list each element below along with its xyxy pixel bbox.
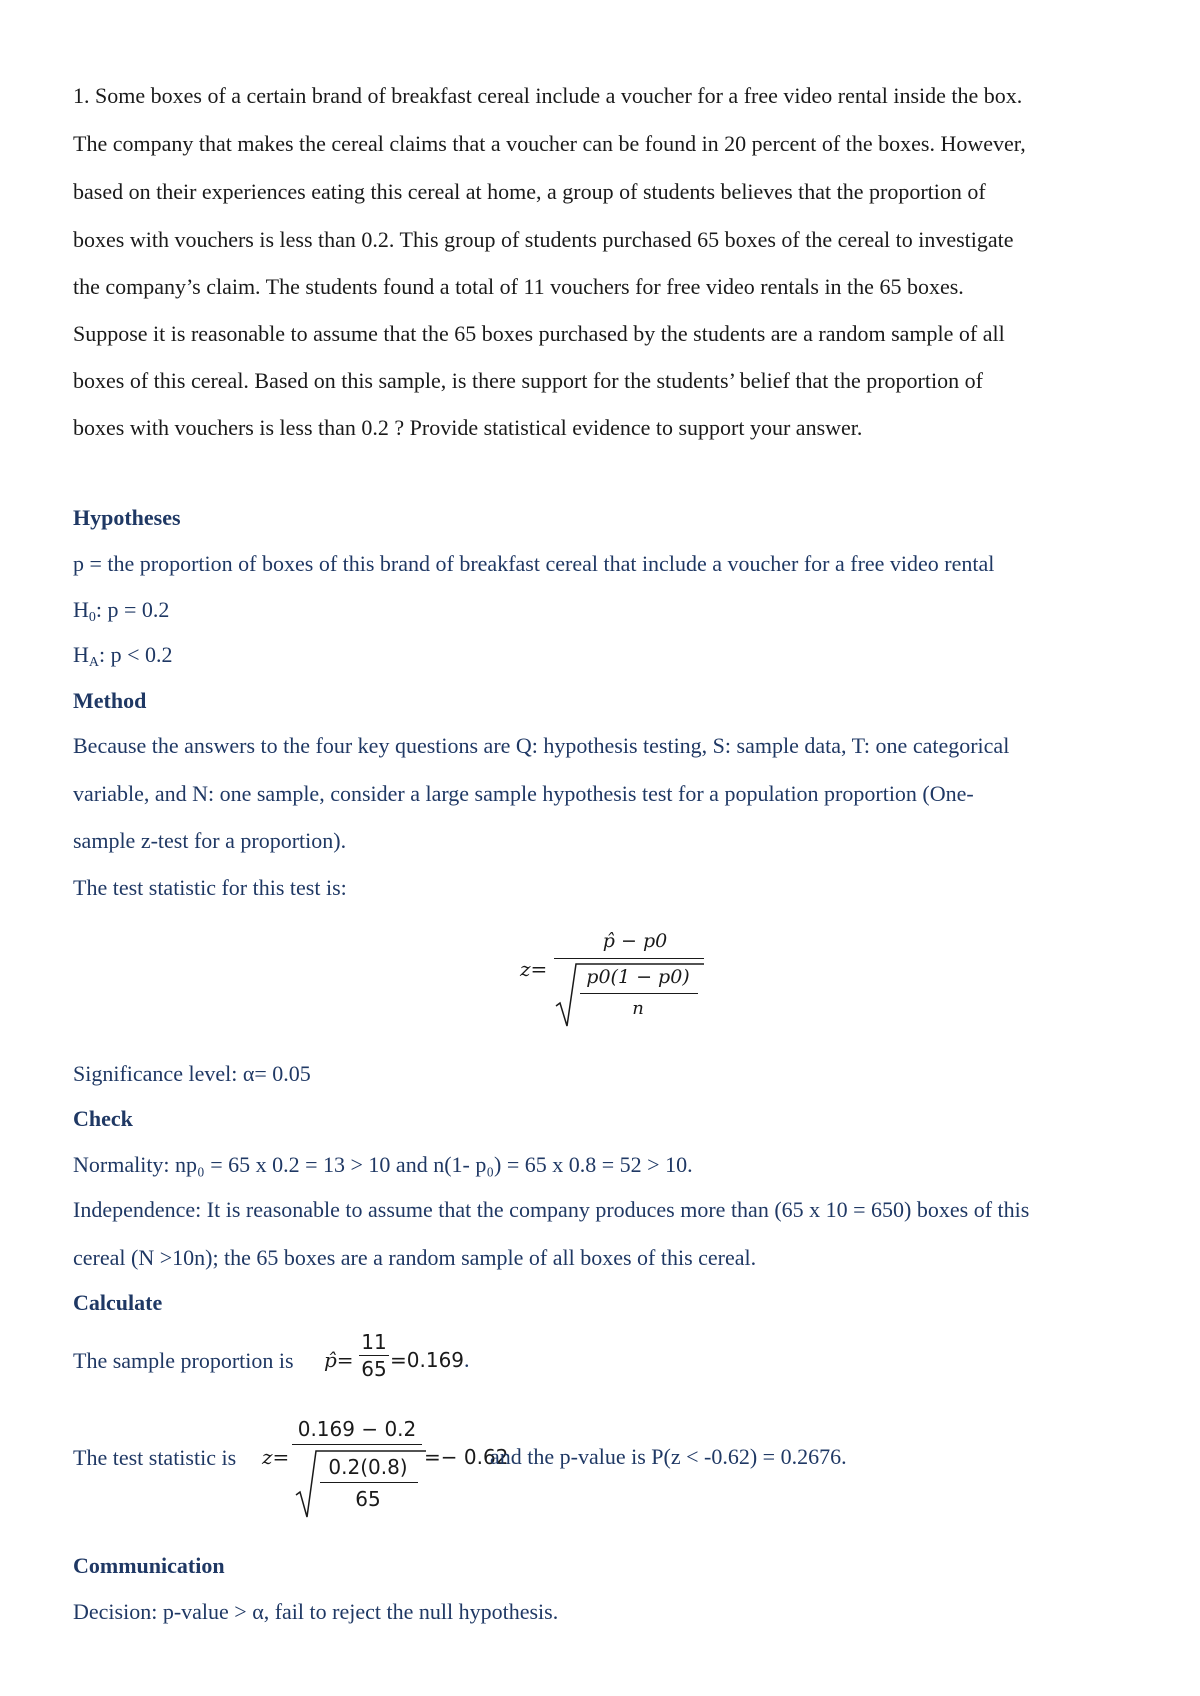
problem-line-2: The company that makes the cereal claims that a voucher can be found in 20 percent of the boxes. However, [73, 131, 1026, 156]
z-formula-radicand-top: p0(1 − p0) [586, 966, 690, 988]
test-statistic-radicand-bottom: 65 [355, 1487, 381, 1511]
null-hypothesis: $H_0$: p = 0.2 [73, 597, 170, 625]
test-statistic-text: The test statistic is [73, 1445, 237, 1470]
normality-check: Normality: np₀ = 65 x 0.2 = 13 > 10 and n(1- p₀) = 65 x 0.8 = 52 > 10. [73, 1152, 693, 1177]
sample-proportion-result: =0.169 [390, 1348, 465, 1372]
sample-proportion-denominator: 65 [361, 1357, 387, 1381]
independence-line-1: Independence: It is reasonable to assume that the company produces more than (65 x 10 = 650) boxes of this [73, 1197, 1030, 1222]
test-statistic-inner-bar [320, 1482, 418, 1483]
z-formula-inner-bar [580, 993, 698, 994]
decision-statement: Decision: p-value > α, fail to reject the null hypothesis. [73, 1599, 559, 1624]
method-line-3: sample z-test for a proportion). [73, 828, 347, 853]
z-formula-fraction-bar [554, 958, 704, 959]
communication-heading: Communication [73, 1553, 225, 1578]
problem-line-8: boxes with vouchers is less than 0.2 ? Provide statistical evidence to support your answer. [73, 415, 863, 440]
hypotheses-heading: Hypotheses [73, 505, 181, 530]
problem-line-7: boxes of this cereal. Based on this sample, is there support for the students’ belief that the proportion of [73, 368, 983, 393]
test-statistic-result: =− 0.62 [424, 1445, 509, 1469]
problem-line-5: the company’s claim. The students found a total of 11 vouchers for free video rentals in the 65 boxes. [73, 274, 964, 299]
check-heading: Check [73, 1106, 133, 1131]
test-statistic-intro: The test statistic for this test is: [73, 875, 347, 900]
z-formula-radicand-bottom: n [632, 998, 644, 1019]
test-statistic-radicand-top: 0.2(0.8) [328, 1455, 408, 1479]
p-value-statement: and the p-value is P(z < -0.62) = 0.2676. [490, 1444, 847, 1469]
parameter-definition: p = the proportion of boxes of this brand of breakfast cereal that include a voucher for a free video rental [73, 551, 995, 576]
problem-line-6: Suppose it is reasonable to assume that the 65 boxes purchased by the students are a random sample of all [73, 321, 1005, 346]
method-heading: Method [73, 688, 147, 713]
problem-line-3: based on their experiences eating this cereal at home, a group of students believes that the proportion of [73, 179, 986, 204]
sample-proportion-bar [359, 1355, 389, 1356]
test-statistic-numerator: 0.169 − 0.2 [297, 1417, 417, 1441]
sample-proportion-text: The sample proportion is [73, 1348, 294, 1373]
test-statistic-fraction-bar [292, 1444, 422, 1445]
sample-proportion-equation [324, 1332, 494, 1388]
sample-proportion-period: . [464, 1347, 470, 1372]
sample-proportion-numerator: 11 [361, 1330, 387, 1354]
problem-line-1: 1. Some boxes of a certain brand of breakfast cereal include a voucher for a free video rental inside the box. [73, 83, 1023, 108]
z-formula-lhs: z= [520, 957, 548, 981]
calculate-heading: Calculate [73, 1290, 163, 1315]
significance-level: Significance level: α= 0.05 [73, 1061, 311, 1086]
problem-line-4: boxes with vouchers is less than 0.2. This group of students purchased 65 boxes of the cereal to investigate [73, 227, 1014, 252]
z-formula-numerator: p̂ − p0 [602, 930, 668, 952]
method-line-2: variable, and N: one sample, consider a large sample hypothesis test for a population proportion (One- [73, 781, 974, 806]
sample-proportion-lhs: p̂= [324, 1348, 354, 1372]
test-statistic-lhs: z= [262, 1445, 290, 1469]
test-statistic-equation [262, 1411, 902, 1521]
z-formula [520, 930, 700, 1030]
independence-line-2: cereal (N >10n); the 65 boxes are a random sample of all boxes of this cereal. [73, 1245, 757, 1270]
method-line-1: Because the answers to the four key questions are Q: hypothesis testing, S: sample data, T: one categorical [73, 733, 1010, 758]
alternative-hypothesis: $H_A$: p < 0.2 [73, 642, 173, 670]
